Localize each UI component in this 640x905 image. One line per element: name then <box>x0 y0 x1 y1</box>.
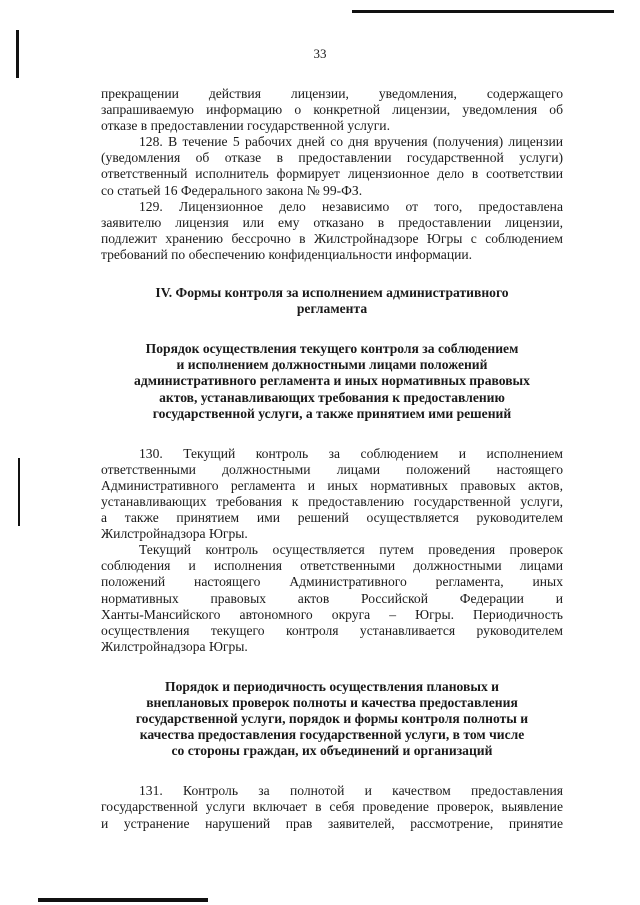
text-line: Ханты-Мансийского автономного округа – Югры. Периодичность <box>101 606 563 622</box>
paragraph-group-mid <box>101 446 563 655</box>
paragraph-131 <box>101 783 563 831</box>
text-line: 131. Контроль за полнотой и качеством предоставления <box>139 783 563 799</box>
heading-line: регламента <box>296 301 368 317</box>
text-line: со статьей 16 Федерального закона № 99-ФЗ. <box>101 182 363 198</box>
text-line: 128. В течение 5 рабочих дней со дня вручения (получения) лицензии <box>139 134 563 150</box>
heading-line: внеплановых проверок полноты и качества предоставления <box>146 695 518 710</box>
subheading-inspections <box>101 679 563 759</box>
heading-line: государственной услуги, а также принятием ими решений <box>152 405 512 421</box>
text-line: отказе в предоставлении государственной услуги. <box>101 118 390 134</box>
heading-line: административного регламента и иных нормативных правовых <box>134 373 530 389</box>
text-line: 130. Текущий контроль за соблюдением и исполнением <box>139 445 563 461</box>
heading-line: и исполнением должностными лицами положений <box>176 357 488 373</box>
section-heading <box>101 285 563 317</box>
text-line: ответственный исполнитель формирует лицензионное дело в соответствии <box>101 166 563 182</box>
text-line: Жилстройнадзора Югры. <box>101 638 248 654</box>
text-line: Текущий контроль осуществляется путем проведения проверок <box>139 542 563 558</box>
text-line: ответственными должностными лицами положений настоящего <box>101 461 563 477</box>
heading-line: качества предоставления государственной услуги, в том числе <box>139 727 525 743</box>
text-line: положений настоящего Административного регламента, иных <box>101 574 563 590</box>
text-line: запрашиваемую информацию о конкретной лицензии, уведомления об <box>101 102 563 118</box>
heading-line: Порядок осуществления текущего контроля за соблюдением <box>145 341 519 357</box>
paragraph-129 <box>101 199 563 263</box>
paragraph-130 <box>101 446 563 543</box>
text-line: подлежит хранению бессрочно в Жилстройнадзоре Югры с соблюдением <box>101 230 563 246</box>
scan-artifact-bottom <box>38 898 208 902</box>
paragraph-group-bottom <box>101 783 563 831</box>
text-line: устанавливающих требования к предоставлению государственной услуги, <box>101 493 563 509</box>
page-number: 33 <box>313 46 327 61</box>
heading-line: со стороны граждан, их объединений и организаций <box>171 743 493 759</box>
scan-artifact-top <box>352 10 614 13</box>
text-line: (уведомления об отказе в предоставлении государственной услуги) <box>101 150 563 166</box>
text-line: государственной услуги включает в себя проведение проверок, выявление <box>101 799 563 815</box>
text-line: Жилстройнадзора Югры. <box>101 526 248 542</box>
text-line: Административного регламента и иных нормативных правовых актов, <box>101 477 563 493</box>
scan-artifact-left-lower <box>18 458 20 526</box>
text-line: требований по обеспечению конфиденциальности информации. <box>101 246 473 262</box>
paragraph-128 <box>101 134 563 198</box>
paragraph <box>101 86 563 134</box>
heading-line: Порядок и периодичность осуществления плановых и <box>165 678 499 694</box>
text-line: заявителю лицензия или ему отказано в предоставлении лицензии, <box>101 214 563 230</box>
text-line: соблюдения и исполнения ответственными должностными лицами <box>101 558 563 574</box>
subheading-current-control <box>101 341 563 421</box>
text-line: 129. Лицензионное дело независимо от того, предоставлена <box>139 198 563 214</box>
document-body <box>101 86 563 832</box>
heading-line: актов, устанавливающих требования к предоставлению <box>159 389 505 405</box>
paragraph-group-top <box>101 86 563 263</box>
text-line: а также принятием ими решений осуществляется руководителем <box>101 510 563 526</box>
text-line: и устранение нарушений прав заявителей, рассмотрение, принятие <box>101 815 563 831</box>
text-line: осуществления текущего контроля устанавливается руководителем <box>101 622 563 638</box>
heading-line: государственной услуги, порядок и формы контроля полноты и <box>135 711 529 727</box>
text-line: нормативных правовых актов Российской Федерации и <box>101 590 563 606</box>
paragraph-current-control <box>101 542 563 655</box>
text-line: прекращении действия лицензии, уведомления, содержащего <box>101 86 563 101</box>
heading-line: IV. Формы контроля за исполнением административного <box>155 285 509 301</box>
